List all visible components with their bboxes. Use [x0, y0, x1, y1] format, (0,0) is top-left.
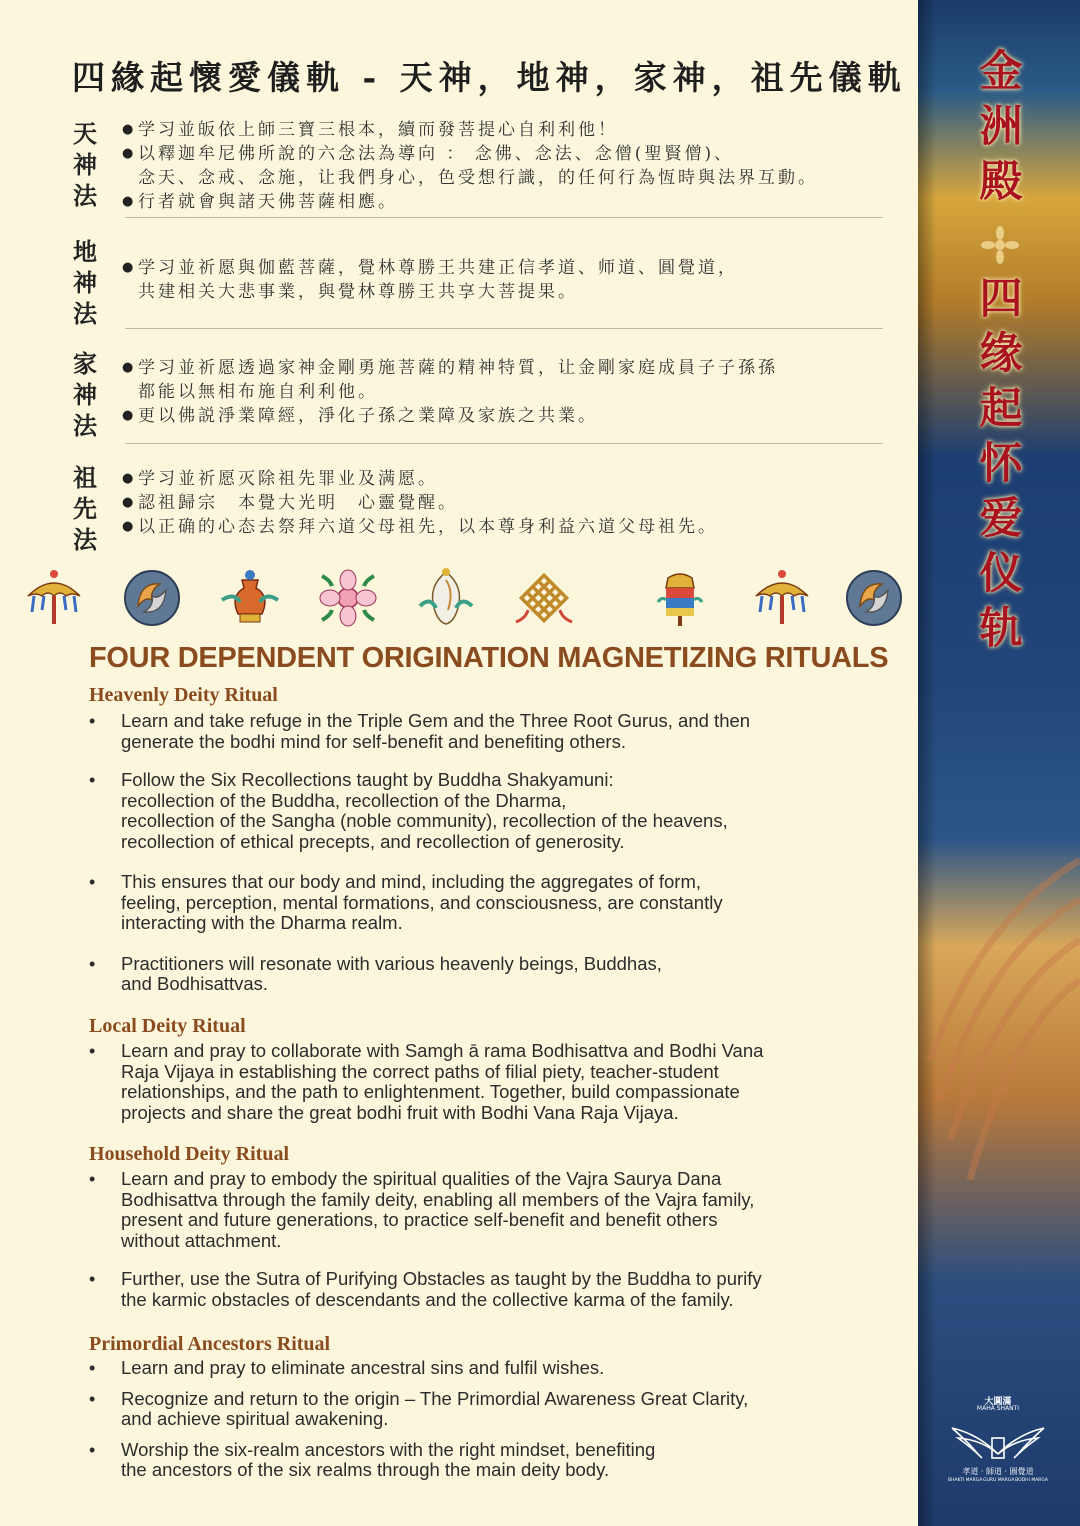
- side-title-temple: [971, 45, 1031, 210]
- zh-item-list: [122, 356, 912, 428]
- conch-shell-icon: [414, 566, 478, 630]
- en-section-household: [89, 1142, 889, 1310]
- side-char: 怀: [979, 439, 1023, 489]
- auspicious-symbols-row: [22, 566, 902, 634]
- endless-knot-icon: [512, 566, 576, 630]
- zh-section-heavenly: [70, 118, 900, 213]
- side-char: 爱: [979, 494, 1023, 544]
- side-char: 殿: [979, 157, 1023, 207]
- en-list-item: • Practitioners will resonate with various heavenly beings, Buddhas, and Bodhisattvas.: [89, 954, 889, 995]
- logo-subtitle: MAHA SHANTI: [976, 1405, 1020, 1412]
- label-char: 地: [73, 237, 97, 266]
- section-heading: Primordial Ancestors Ritual: [89, 1333, 331, 1355]
- en-section-heavenly: [89, 683, 889, 995]
- zh-list-item: ● 学习並皈依上師三寶三根本，續而發菩提心自利利他！: [122, 118, 912, 142]
- zh-list-item: ● 学习並祈愿灭除祖先罪业及满愿。: [122, 467, 912, 491]
- lotus-icon: [316, 566, 380, 630]
- label-char: 天: [73, 119, 97, 148]
- logo-label: BHAKTI MARGA: [948, 1478, 983, 1483]
- winged-emblem-icon: [948, 1414, 1048, 1464]
- en-list-item: • Learn and pray to collaborate with Samgh ā rama Bodhisattva and Bodhi Vana Raja Vijaya in establishing the correct paths of filial piety, teacher-student relationships, and the path to enlightenment. Together, build compassionate projects and share the great bodhi fruit with Bodhi Vana Raja Vijaya.: [89, 1041, 889, 1123]
- side-char: 洲: [979, 102, 1023, 152]
- parasol-icon: [750, 566, 814, 630]
- side-char: 轨: [979, 604, 1023, 654]
- label-char: 神: [73, 150, 97, 179]
- parasol-icon: [22, 566, 86, 630]
- zh-section-label: [70, 462, 100, 555]
- label-char: 祖: [73, 463, 97, 492]
- label-char: 法: [73, 411, 97, 440]
- side-title-ritual: [971, 272, 1031, 657]
- logo-labels: [948, 1478, 1048, 1483]
- en-list-item: • Further, use the Sutra of Purifying Obstacles as taught by the Buddha to purify the karmic obstacles of descendants and the collective karma of the family.: [89, 1269, 889, 1310]
- label-char: 神: [73, 380, 97, 409]
- section-heading: Household Deity Ritual: [89, 1143, 290, 1165]
- zh-list-item: ● 以正确的心态去祭拜六道父母祖先，以本尊身利益六道父母祖先。: [122, 515, 912, 539]
- zh-section-ancestors: [70, 462, 900, 557]
- divider: [125, 217, 883, 218]
- zh-item-list: [122, 467, 912, 539]
- zh-section-local: [70, 236, 900, 331]
- treasure-vase-icon: [218, 566, 282, 630]
- chinese-title: 四緣起懷愛儀軌 - 天神，地神，家神，祖先儀軌: [72, 58, 907, 97]
- logo-label: BODHI MARGA: [1015, 1478, 1048, 1483]
- side-char: 缘: [979, 329, 1023, 379]
- logo-name: 大圓滿: [984, 1397, 1012, 1407]
- en-list-item: • Recognize and return to the origin – The Primordial Awareness Great Clarity, and achieve spiritual awakening.: [89, 1389, 889, 1430]
- golden-fish-icon: [842, 566, 906, 630]
- en-section-ancestors: [89, 1332, 889, 1481]
- divider: [125, 328, 883, 329]
- zh-section-household: [70, 348, 900, 443]
- en-list-item: • Learn and pray to embody the spiritual qualities of the Vajra Saurya Dana Bodhisattva through the family deity, enabling all members of the Vajra family, present and future generations, to practice self-benefit and benefit others without attachment.: [89, 1169, 889, 1251]
- zh-item-list: [122, 118, 912, 214]
- zh-section-label: [70, 118, 100, 211]
- zh-list-item: ● 認祖歸宗 本覺大光明 心靈覺醒。: [122, 491, 912, 515]
- side-banner: [918, 0, 1080, 1526]
- english-title: FOUR DEPENDENT ORIGINATION MAGNETIZING RITUALS: [89, 642, 889, 674]
- side-char: 四: [979, 274, 1023, 324]
- zh-list-item: ● 学习並祈愿與伽藍菩薩，覺林尊勝王共建正信孝道、师道、圓覺道， 共建相关大悲事業，與覺林尊勝王共享大菩提果。: [122, 256, 912, 304]
- label-char: 先: [73, 494, 97, 523]
- en-list-item: • Learn and pray to eliminate ancestral sins and fulfil wishes.: [89, 1358, 889, 1379]
- zh-list-item: ● 行者就會與諸天佛菩薩相應。: [122, 190, 912, 214]
- flower-ornament-icon: [980, 225, 1020, 265]
- side-char: 起: [979, 384, 1023, 434]
- phoenix-wing-decoration: [920, 800, 1080, 1200]
- en-list-item: • Worship the six-realm ancestors with the right mindset, benefiting the ancestors of the six realms through the main deity body.: [89, 1440, 889, 1481]
- label-char: 法: [73, 181, 97, 210]
- zh-section-label: [70, 236, 100, 329]
- zh-list-item: ● 更以佛説淨業障經，淨化子孫之業障及家族之共業。: [122, 404, 912, 428]
- side-char: 仪: [979, 549, 1023, 599]
- label-char: 神: [73, 268, 97, 297]
- side-char: 金: [979, 47, 1023, 97]
- zh-item-list: [122, 256, 912, 304]
- divider: [125, 443, 883, 444]
- en-list-item: • This ensures that our body and mind, including the aggregates of form, feeling, perception, mental formations, and consciousness, are constantly interacting with the Dharma realm.: [89, 872, 889, 934]
- zh-list-item: ● 学习並祈愿透過家神金剛勇施菩薩的精神特質，让金剛家庭成員子子孫孫 都能以無相布施自利利他。: [122, 356, 912, 404]
- en-section-local: [89, 1014, 889, 1123]
- logo-label: GURU MARGA: [983, 1478, 1015, 1483]
- golden-fish-icon: [120, 566, 184, 630]
- en-list-item: • Learn and take refuge in the Triple Gem and the Three Root Gurus, and then generate the bodhi mind for self-benefit and benefiting others.: [89, 711, 889, 752]
- section-heading: Heavenly Deity Ritual: [89, 684, 278, 706]
- label-char: 法: [73, 525, 97, 554]
- maha-shanti-logo: [946, 1394, 1050, 1494]
- en-list-item: • Follow the Six Recollections taught by Buddha Shakyamuni: recollection of the Buddha, recollection of the Dharma, recollection of the Sangha (noble community), recollection of the heavens, recollection of ethical precepts, and recollection of generosity.: [89, 770, 889, 852]
- label-char: 法: [73, 299, 97, 328]
- section-heading: Local Deity Ritual: [89, 1015, 246, 1037]
- label-char: 家: [73, 349, 97, 378]
- victory-banner-icon: [648, 566, 712, 630]
- zh-list-item: ● 以釋迦牟尼佛所說的六念法為導向 ： 念佛、念法、念僧(聖賢僧)、 念天、念戒、念施，让我們身心，色受想行識，的任何行為恆時與法界互動。: [122, 142, 912, 190]
- zh-section-label: [70, 348, 100, 441]
- logo-motto: 孝道 · 師道 · 圓覺道: [962, 1467, 1034, 1476]
